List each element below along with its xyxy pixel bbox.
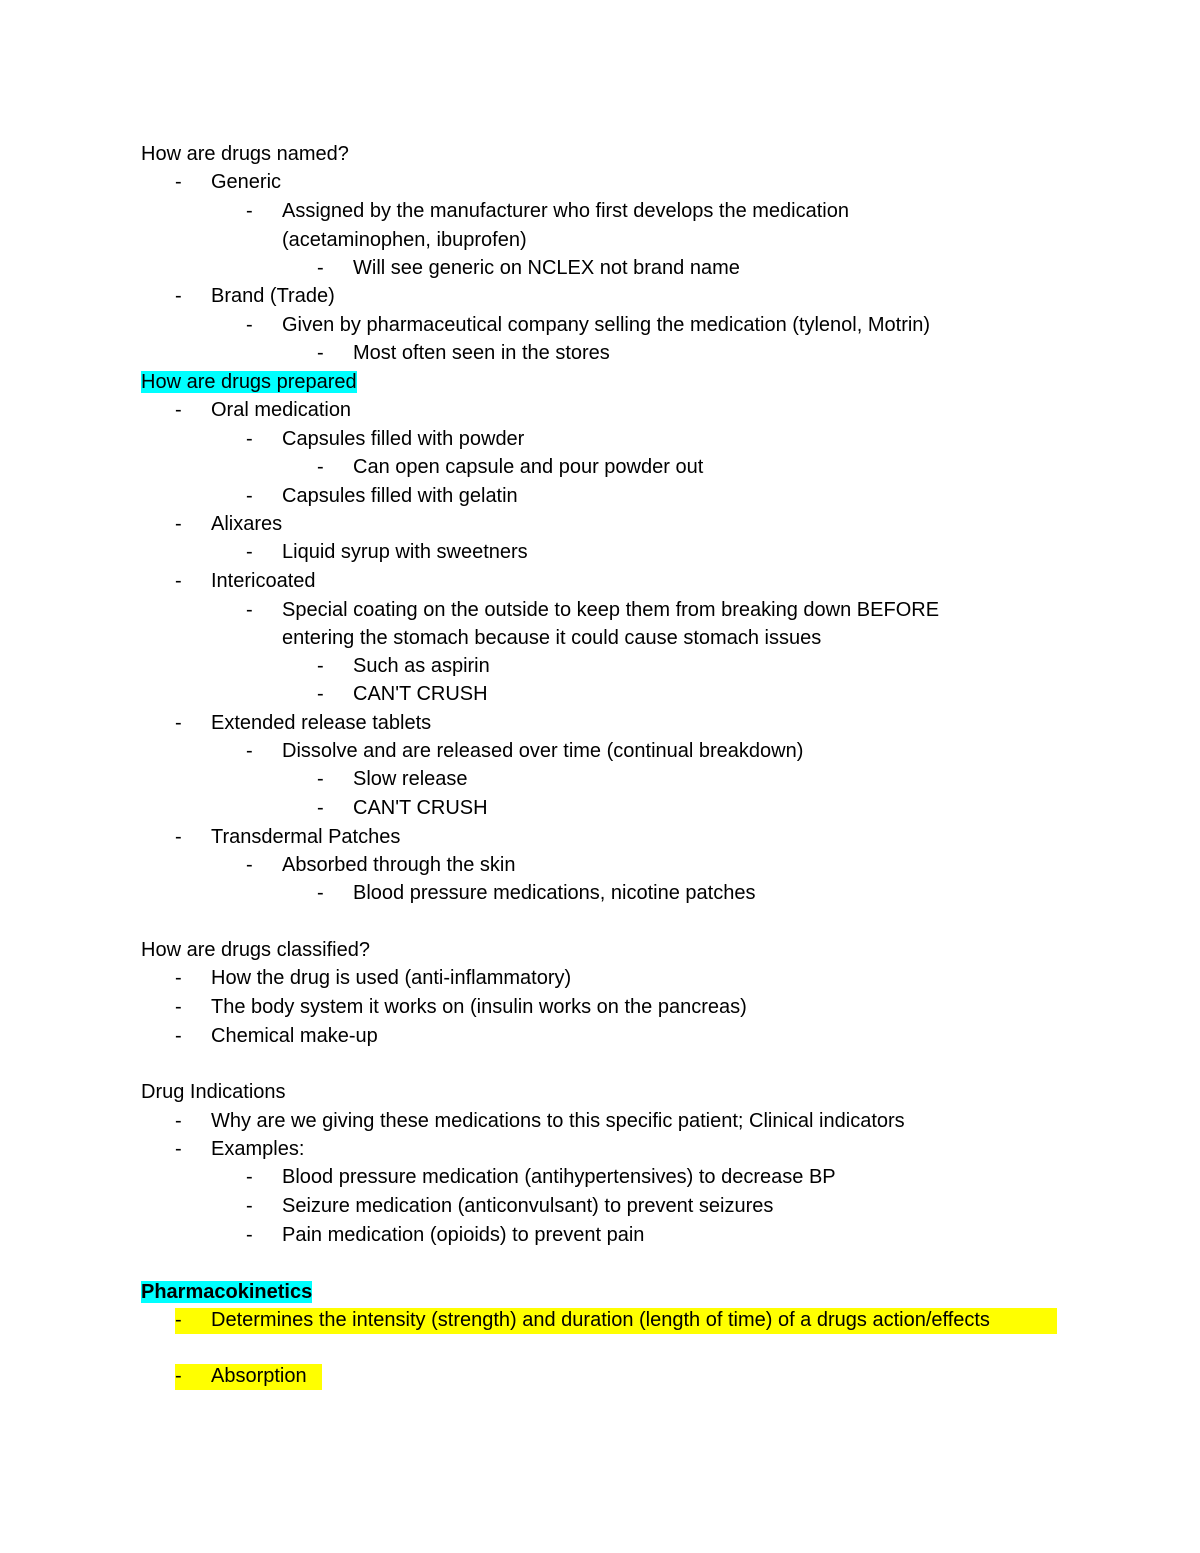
list-item: - Absorbed through the skin — [246, 854, 516, 876]
list-item: - Blood pressure medication (antihypertensives) to decrease BP — [246, 1166, 836, 1188]
bullet-dash: - — [246, 1195, 253, 1217]
heading-drug-naming: How are drugs named? — [141, 143, 349, 165]
list-item: - Dissolve and are released over time (continual breakdown) — [246, 740, 804, 762]
list-item: - CAN'T CRUSH — [317, 683, 488, 705]
bullet-dash: - — [317, 456, 324, 478]
bullet-dash: - — [317, 683, 324, 705]
bullet-dash: - — [317, 655, 324, 677]
list-item: - Intericoated — [175, 570, 316, 592]
bullet-dash: - — [175, 967, 182, 989]
list-item: - Capsules filled with gelatin — [246, 485, 518, 507]
bullet-dash: - — [175, 171, 182, 193]
bullet-dash: - — [246, 541, 253, 563]
list-item: - Brand (Trade) — [175, 285, 335, 307]
list-item: - Alixares — [175, 513, 283, 535]
list-item: - Chemical make-up — [175, 1025, 378, 1047]
bullet-dash: - — [246, 200, 253, 222]
list-item: - Will see generic on NCLEX not brand name — [317, 257, 740, 279]
list-item: - Capsules filled with powder — [246, 428, 525, 450]
bullet-dash: - — [246, 599, 253, 621]
list-item: - Slow release — [317, 768, 468, 790]
list-item: - Assigned by the manufacturer who first develops the medication — [246, 200, 849, 222]
list-item-highlighted: - Determines the intensity (strength) and duration (length of time) of a drugs action/effects — [175, 1308, 1057, 1334]
list-item: - Pain medication (opioids) to prevent pain — [246, 1224, 645, 1246]
bullet-dash: - — [317, 797, 324, 819]
bullet-dash: - — [175, 570, 182, 592]
bullet-dash: - — [317, 882, 324, 904]
list-item-continuation: entering the stomach because it could cause stomach issues — [282, 627, 822, 649]
list-item: - Generic — [175, 171, 282, 193]
heading-drug-classification: How are drugs classified? — [141, 939, 370, 961]
bullet-dash: - — [175, 1025, 182, 1047]
bullet-dash: - — [175, 1365, 182, 1387]
bullet-dash: - — [175, 1309, 182, 1331]
list-item: - Oral medication — [175, 399, 352, 421]
bullet-dash: - — [175, 285, 182, 307]
list-item-highlighted: - Absorption — [175, 1364, 322, 1390]
bullet-dash: - — [246, 1224, 253, 1246]
list-item: - Why are we giving these medications to this specific patient; Clinical indicators — [175, 1110, 905, 1132]
bullet-dash: - — [246, 314, 253, 336]
heading-drug-preparation: How are drugs prepared — [141, 371, 357, 393]
list-item: - How the drug is used (anti-inflammatory) — [175, 967, 572, 989]
bullet-dash: - — [246, 854, 253, 876]
bullet-dash: - — [175, 1138, 182, 1160]
bullet-dash: - — [175, 826, 182, 848]
heading-pharmacokinetics: Pharmacokinetics — [141, 1281, 313, 1303]
list-item: - Can open capsule and pour powder out — [317, 456, 704, 478]
bullet-dash: - — [175, 712, 182, 734]
bullet-dash: - — [317, 342, 324, 364]
bullet-dash: - — [246, 740, 253, 762]
heading-drug-indications: Drug Indications — [141, 1081, 286, 1103]
bullet-dash: - — [175, 1110, 182, 1132]
list-item: - Seizure medication (anticonvulsant) to prevent seizures — [246, 1195, 774, 1217]
list-item: - Liquid syrup with sweetners — [246, 541, 528, 563]
list-item: - Extended release tablets — [175, 712, 432, 734]
list-item: - Examples: — [175, 1138, 305, 1160]
bullet-dash: - — [175, 399, 182, 421]
bullet-dash: - — [246, 1166, 253, 1188]
bullet-dash: - — [317, 768, 324, 790]
list-item: - Blood pressure medications, nicotine patches — [317, 882, 756, 904]
list-item: - Given by pharmaceutical company selling the medication (tylenol, Motrin) — [246, 314, 931, 336]
list-item-continuation: (acetaminophen, ibuprofen) — [282, 229, 527, 251]
list-item: - Special coating on the outside to keep them from breaking down BEFORE — [246, 599, 940, 621]
list-item: - The body system it works on (insulin works on the pancreas) — [175, 996, 747, 1018]
list-item: - Transdermal Patches — [175, 826, 401, 848]
list-item: - Such as aspirin — [317, 655, 490, 677]
bullet-dash: - — [175, 513, 182, 535]
bullet-dash: - — [317, 257, 324, 279]
list-item: - Most often seen in the stores — [317, 342, 610, 364]
bullet-dash: - — [246, 485, 253, 507]
bullet-dash: - — [246, 428, 253, 450]
bullet-dash: - — [175, 996, 182, 1018]
list-item: - CAN'T CRUSH — [317, 797, 488, 819]
